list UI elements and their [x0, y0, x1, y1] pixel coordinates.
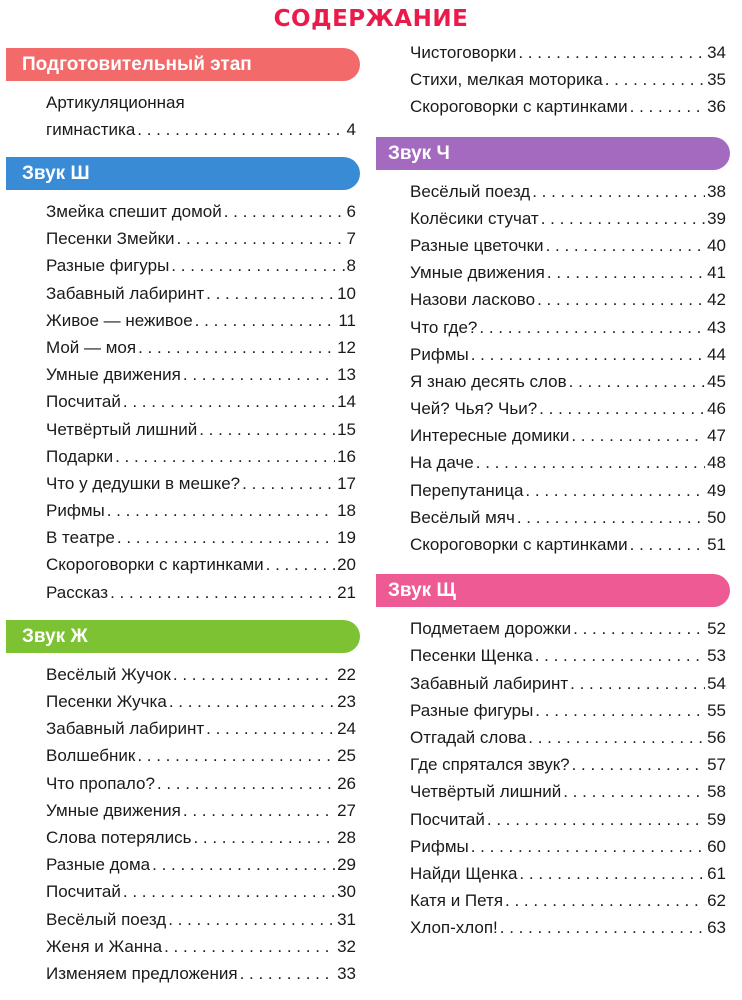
toc-entry-page: 18: [337, 501, 356, 521]
toc-entry-page: 47: [707, 426, 726, 446]
section-header-prep: Подготовительный этап: [6, 48, 360, 81]
toc-entry: [410, 778, 726, 805]
toc-entry-label: На даче: [410, 453, 474, 473]
dot-leader: [471, 833, 705, 860]
toc-entry: [46, 89, 356, 143]
toc-entry-label: Посчитай: [46, 392, 121, 412]
toc-entry-label: Скороговорки с картинками: [46, 555, 264, 575]
toc-entry: [410, 232, 726, 259]
toc-entry-label: Рифмы: [410, 344, 469, 364]
dot-leader: [605, 66, 705, 93]
toc-entry-page: 54: [707, 673, 726, 693]
toc-entry-label: Разные фигуры: [46, 256, 170, 276]
toc-entry-page: 44: [707, 344, 726, 364]
toc-entry-label: Интересные домики: [410, 426, 570, 446]
toc-entry-label: Живое — неживое: [46, 310, 193, 330]
section-items-sh: [6, 190, 360, 606]
section-header-shch: Звук Щ: [376, 574, 730, 607]
toc-entry-label: Что у дедушки в мешке?: [46, 473, 241, 493]
toc-entry-page: 38: [707, 181, 726, 201]
dot-leader: [123, 388, 335, 415]
toc-entry-page: 55: [707, 700, 726, 720]
toc-entry: [410, 724, 726, 751]
toc-entry-page: 34: [707, 43, 726, 62]
toc-entry: [46, 388, 356, 415]
toc-entry-page: 17: [337, 473, 356, 493]
toc-entry-page: 11: [338, 310, 356, 330]
toc-entry-page: 58: [707, 782, 726, 802]
dot-leader: [177, 225, 345, 252]
toc-entry-page: 7: [346, 229, 356, 249]
dot-leader: [471, 341, 705, 368]
toc-entry: [410, 751, 726, 778]
dot-leader: [570, 670, 705, 697]
dot-leader: [630, 531, 705, 558]
toc-entry: [410, 615, 726, 642]
toc-entry-label: Чистоговорки: [410, 43, 517, 62]
dot-leader: [525, 477, 705, 504]
toc-entry-label: Забавный лабиринт: [410, 673, 569, 693]
toc-entry: [410, 39, 726, 66]
toc-entry: [46, 715, 356, 742]
toc-entry: [410, 178, 726, 205]
dot-leader: [123, 878, 335, 905]
dot-leader: [240, 960, 336, 987]
toc-entry-label: Найди Щенка: [410, 863, 518, 883]
toc-entry: [410, 504, 726, 531]
dot-leader: [138, 334, 335, 361]
section-items-zh-cont: [376, 36, 730, 121]
toc-entry-label-line1: Артикуляционная: [46, 93, 185, 112]
toc-entry-label: Катя и Петя: [410, 891, 504, 911]
toc-entry: [410, 860, 726, 887]
toc-entry: [410, 314, 726, 341]
toc-entry-page: 10: [337, 283, 356, 303]
toc-entry: [46, 770, 356, 797]
section-header-sh: Звук Ш: [6, 157, 360, 190]
toc-entry-label: Песенки Щенка: [410, 646, 533, 666]
toc-entry: [46, 906, 356, 933]
toc-entry-page: 36: [707, 97, 726, 117]
toc-entry-label: Отгадай слова: [410, 727, 527, 747]
toc-entry: [46, 661, 356, 688]
toc-entry-label: Посчитай: [46, 882, 121, 902]
toc-entry-label: Скороговорки с картинками: [410, 535, 628, 554]
toc-entry: [46, 280, 356, 307]
toc-entry-label: Чей? Чья? Чьи?: [410, 399, 538, 419]
toc-entry: [46, 307, 356, 334]
toc-entry-page: 28: [337, 827, 356, 847]
dot-leader: [487, 806, 705, 833]
toc-entry: [46, 443, 356, 470]
toc-entry-page: 13: [337, 365, 356, 385]
dot-leader: [563, 778, 705, 805]
toc-entry-page: 41: [707, 263, 726, 283]
toc-entry-label: Умные движения: [410, 263, 545, 283]
dot-leader: [573, 615, 705, 642]
dot-leader: [206, 280, 335, 307]
toc-entry-page: 53: [707, 646, 726, 666]
toc-left-column: [6, 48, 360, 987]
dot-leader: [547, 259, 705, 286]
dot-leader: [541, 205, 705, 232]
toc-entry-page: 42: [707, 290, 726, 310]
dot-leader: [532, 178, 705, 205]
toc-entry-label: Я знаю десять слов: [410, 371, 567, 391]
toc-entry: [410, 395, 726, 422]
dot-leader: [115, 443, 335, 470]
toc-entry-page: 49: [707, 480, 726, 500]
toc-entry-label: Весёлый мяч: [410, 507, 515, 527]
toc-entry-page: 32: [337, 936, 356, 956]
toc-entry: [46, 361, 356, 388]
toc-entry-page: 57: [707, 755, 726, 775]
section-items-prep: [6, 81, 360, 143]
dot-leader: [199, 416, 335, 443]
toc-entry-page: 15: [337, 419, 356, 439]
dot-leader: [519, 860, 705, 887]
dot-leader: [137, 742, 335, 769]
toc-entry: [410, 93, 726, 120]
toc-right-column: [376, 36, 730, 941]
toc-entry-label: Изменяем предложения: [46, 963, 238, 983]
dot-leader: [505, 887, 705, 914]
toc-entry-label: Колёсики стучат: [410, 208, 539, 228]
toc-entry-label: Умные движения: [46, 365, 181, 385]
toc-entry: [410, 914, 726, 941]
toc-entry-label: Четвёртый лишний: [46, 419, 198, 439]
dot-leader: [571, 422, 705, 449]
toc-entry-page: 35: [707, 70, 726, 90]
toc-entry: [410, 642, 726, 669]
toc-entry: [410, 368, 726, 395]
toc-entry-page: 50: [707, 507, 726, 527]
dot-leader: [137, 116, 344, 143]
toc-entry: [46, 497, 356, 524]
toc-entry: [46, 933, 356, 960]
dot-leader: [152, 851, 335, 878]
toc-entry-page: 51: [707, 535, 726, 554]
toc-entry-label: Хлоп-хлоп!: [410, 918, 498, 938]
toc-entry-page: 24: [337, 719, 356, 739]
toc-entry: [410, 833, 726, 860]
toc-entry-page: 43: [707, 317, 726, 337]
toc-entry: [410, 259, 726, 286]
toc-entry-label: Женя и Жанна: [46, 936, 163, 956]
toc-entry-label: Змейка спешит домой: [46, 202, 222, 221]
dot-leader: [518, 39, 705, 66]
toc-entry: [410, 66, 726, 93]
toc-entry: [46, 960, 356, 987]
toc-entry: [46, 252, 356, 279]
toc-entry-page: 46: [707, 399, 726, 419]
toc-entry-label: Скороговорки с картинками: [410, 97, 628, 117]
dot-leader: [169, 688, 335, 715]
dot-leader: [171, 252, 344, 279]
toc-entry-page: 20: [337, 555, 356, 575]
section-items-shch: [376, 607, 730, 941]
toc-entry-page: 21: [337, 582, 356, 602]
toc-entry-label: Весёлый поезд: [46, 909, 167, 929]
toc-entry: [46, 551, 356, 578]
dot-leader: [546, 232, 706, 259]
dot-leader: [193, 824, 335, 851]
dot-leader: [195, 307, 337, 334]
dot-leader: [476, 449, 705, 476]
toc-entry-page: 33: [337, 963, 356, 983]
toc-entry: [46, 470, 356, 497]
section-items-ch: [376, 170, 730, 559]
toc-entry: [410, 477, 726, 504]
toc-entry-page: 62: [707, 891, 726, 911]
dot-leader: [569, 368, 705, 395]
toc-entry-label: Рифмы: [46, 501, 105, 521]
toc-entry: [410, 341, 726, 368]
dot-leader: [183, 361, 335, 388]
section-items-zh: [6, 653, 360, 987]
toc-entry-label: Забавный лабиринт: [46, 719, 205, 739]
toc-entry-page: 25: [337, 746, 356, 766]
toc-entry-label: Где спрятался звук?: [410, 755, 570, 775]
dot-leader: [224, 198, 345, 225]
toc-entry-label: Назови ласково: [410, 290, 536, 310]
section-header-ch: Звук Ч: [376, 137, 730, 170]
toc-entry: [410, 286, 726, 313]
toc-entry-label: Забавный лабиринт: [46, 283, 205, 303]
toc-entry-page: 27: [337, 800, 356, 820]
dot-leader: [242, 470, 335, 497]
toc-entry-label: Разные фигуры: [410, 700, 534, 720]
section-header-zh: Звук Ж: [6, 620, 360, 653]
toc-entry: [46, 198, 356, 225]
toc-entry-page: 60: [707, 836, 726, 856]
toc-entry-page: 63: [707, 918, 726, 938]
toc-entry-label: Песенки Змейки: [46, 229, 175, 249]
toc-entry-page: 26: [337, 773, 356, 793]
toc-entry-page: 29: [337, 855, 356, 875]
toc-entry: [410, 697, 726, 724]
page-title: СОДЕРЖАНИЕ: [273, 6, 469, 32]
toc-entry-page: 61: [707, 863, 726, 883]
toc-entry-page: 48: [707, 453, 726, 473]
toc-entry-page: 31: [337, 909, 356, 929]
toc-entry-page: 52: [707, 619, 726, 639]
toc-entry-page: 45: [707, 371, 726, 391]
dot-leader: [206, 715, 335, 742]
toc-entry-label: Песенки Жучка: [46, 692, 167, 711]
toc-entry-label: Подметаем дорожки: [410, 619, 572, 639]
toc-entry: [410, 887, 726, 914]
toc-entry-page: 59: [707, 809, 726, 829]
toc-entry-label: Рифмы: [410, 836, 469, 856]
toc-entry-label: Посчитай: [410, 809, 485, 829]
toc-entry-line2: [46, 116, 356, 143]
dot-leader: [539, 395, 705, 422]
toc-entry-label: Четвёртый лишний: [410, 782, 562, 802]
toc-entry: [410, 205, 726, 232]
toc-entry-label: Весёлый поезд: [410, 181, 531, 201]
toc-entry-page: 8: [346, 256, 356, 276]
dot-leader: [535, 697, 705, 724]
dot-leader: [107, 497, 335, 524]
dot-leader: [164, 933, 335, 960]
toc-entry-page: 16: [337, 446, 356, 466]
toc-entry-page: 39: [707, 208, 726, 228]
dot-leader: [183, 797, 335, 824]
toc-entry-label: Весёлый Жучок: [46, 664, 171, 684]
toc-entry: [46, 579, 356, 606]
toc-entry: [46, 797, 356, 824]
toc-entry: [46, 334, 356, 361]
toc-entry-label: Что пропало?: [46, 773, 155, 793]
toc-entry: [46, 416, 356, 443]
toc-entry-page: 6: [346, 202, 356, 221]
toc-entry: [410, 449, 726, 476]
toc-entry-label: Стихи, мелкая моторика: [410, 70, 603, 90]
toc-entry-page: 12: [337, 337, 356, 357]
toc-entry-label: Волшебник: [46, 746, 136, 766]
dot-leader: [168, 906, 335, 933]
toc-entry-label: Разные дома: [46, 855, 151, 875]
toc-entry-page: 4: [346, 120, 356, 139]
dot-leader: [537, 286, 705, 313]
dot-leader: [500, 914, 705, 941]
dot-leader: [479, 314, 705, 341]
toc-entry-label: Подарки: [46, 446, 114, 466]
toc-entry: [410, 670, 726, 697]
toc-entry-page: 22: [337, 664, 356, 684]
dot-leader: [266, 551, 335, 578]
toc-entry-page: 40: [707, 235, 726, 255]
toc-entry: [46, 688, 356, 715]
dot-leader: [630, 93, 705, 120]
dot-leader: [535, 642, 705, 669]
toc-entry: [46, 824, 356, 851]
toc-entry: [46, 878, 356, 905]
toc-entry-label-line2: гимнастика: [46, 120, 136, 139]
dot-leader: [110, 579, 335, 606]
toc-entry-label: Умные движения: [46, 800, 181, 820]
toc-entry: [46, 524, 356, 551]
toc-entry-page: 14: [337, 392, 356, 412]
dot-leader: [517, 504, 705, 531]
toc-entry-label: Слова потерялись: [46, 827, 192, 847]
toc-entry-label: Разные цветочки: [410, 235, 544, 255]
toc-entry: [46, 225, 356, 252]
toc-entry-label: Перепутаница: [410, 480, 524, 500]
toc-entry-page: 23: [337, 692, 356, 711]
dot-leader: [572, 751, 705, 778]
dot-leader: [173, 661, 335, 688]
toc-entry-page: 30: [337, 882, 356, 902]
toc-entry-label: Что где?: [410, 317, 478, 337]
toc-entry-label: Рассказ: [46, 582, 109, 602]
toc-entry: [46, 851, 356, 878]
toc-entry-page: 56: [707, 727, 726, 747]
toc-entry: [410, 806, 726, 833]
dot-leader: [528, 724, 705, 751]
toc-entry: [410, 422, 726, 449]
toc-entry-label: В театре: [46, 528, 115, 548]
toc-entry-label: Мой — моя: [46, 337, 137, 357]
dot-leader: [157, 770, 335, 797]
toc-entry: [410, 531, 726, 558]
toc-entry-page: 19: [337, 528, 356, 548]
toc-entry: [46, 742, 356, 769]
dot-leader: [117, 524, 335, 551]
